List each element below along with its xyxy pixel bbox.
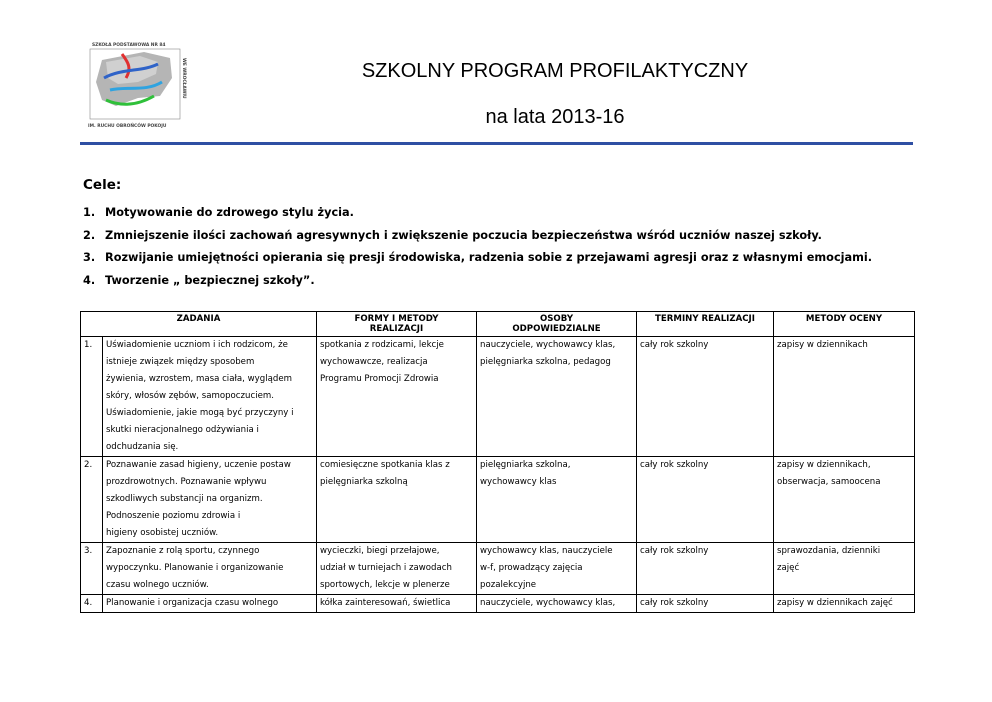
goal-item <box>83 250 872 273</box>
cell-zadania <box>103 543 317 595</box>
cell-zadania <box>103 457 317 543</box>
cell-line: zapisy w dziennikach zajęć <box>777 598 893 608</box>
cell-line: Uświadomienie, jakie mogą być przyczyny i <box>106 408 294 418</box>
row-number: 2. <box>81 457 103 543</box>
header-metody: METODY OCENY <box>774 312 915 337</box>
school-logo-graphic <box>82 38 190 130</box>
header-zadania: ZADANIA <box>81 312 317 337</box>
cell-formy <box>317 595 477 613</box>
header-formy <box>317 312 477 337</box>
cell-zadania <box>103 337 317 457</box>
school-logo <box>82 38 190 130</box>
table-row <box>81 457 915 543</box>
row-number: 1. <box>81 337 103 457</box>
cell-line: wycieczki, biegi przełajowe, <box>320 546 440 556</box>
goal-text: Tworzenie „ bezpiecznej szkoły”. <box>105 273 315 287</box>
table-body <box>81 337 915 613</box>
cell-line: pozalekcyjne <box>480 580 537 590</box>
cell-line: pielęgniarka szkolną <box>320 477 408 487</box>
cell-line: sportowych, lekcje w plenerze <box>320 580 450 590</box>
row-number: 3. <box>81 543 103 595</box>
cell-line: Podnoszenie poziomu zdrowia i <box>106 511 241 521</box>
cell-metody <box>774 595 915 613</box>
goals-list <box>83 205 872 295</box>
cell-metody <box>774 543 915 595</box>
cell-line: Poznawanie zasad higieny, uczenie postaw <box>106 460 291 470</box>
goal-item <box>83 273 872 296</box>
cell-line: nauczyciele, wychowawcy klas, <box>480 340 616 350</box>
cell-line: wychowawcy klas <box>480 477 557 487</box>
table-row <box>81 595 915 613</box>
cell-line: comiesięczne spotkania klas z <box>320 460 450 470</box>
cell-line: zapisy w dziennikach, <box>777 460 871 470</box>
cell-line: udział w turniejach i zawodach <box>320 563 452 573</box>
cell-line: Planowanie i organizacja czasu wolnego <box>106 598 279 608</box>
cell-formy <box>317 543 477 595</box>
cell-zadania <box>103 595 317 613</box>
cell-line: cały rok szkolny <box>640 460 709 470</box>
logo-bottom-text: IM. RUCHU OBROŃCÓW POKOJU <box>88 124 167 129</box>
goal-number: 4. <box>83 273 96 287</box>
cell-line: odchudzania się. <box>106 442 179 452</box>
cell-line: Zapoznanie z rolą sportu, czynnego <box>106 546 260 556</box>
header-terminy: TERMINY REALIZACJI <box>637 312 774 337</box>
cell-line: zapisy w dziennikach <box>777 340 868 350</box>
cell-line: pielęgniarka szkolna, pedagog <box>480 357 611 367</box>
cell-formy <box>317 337 477 457</box>
logo-top-text: SZKOŁA PODSTAWOWA NR 84 <box>92 43 166 48</box>
program-table <box>80 311 915 613</box>
document-title: SZKOLNY PROGRAM PROFILAKTYCZNY <box>361 60 749 82</box>
cell-line: pielęgniarka szkolna, <box>480 460 571 470</box>
goal-number: 2. <box>83 228 96 242</box>
cell-line: obserwacja, samoocena <box>777 477 881 487</box>
header-osoby-line: OSOBY <box>539 314 574 324</box>
cell-osoby <box>477 543 637 595</box>
cell-line: spotkania z rodzicami, lekcje <box>320 340 444 350</box>
cell-line: nauczyciele, wychowawcy klas, <box>480 598 616 608</box>
cell-metody <box>774 337 915 457</box>
cell-line: cały rok szkolny <box>640 340 709 350</box>
cell-metody <box>774 457 915 543</box>
cell-terminy <box>637 337 774 457</box>
cell-line: higieny osobistej uczniów. <box>106 528 219 538</box>
cell-line: zajęć <box>777 563 800 573</box>
goals-heading: Cele: <box>83 177 122 193</box>
cell-formy <box>317 457 477 543</box>
cell-terminy <box>637 457 774 543</box>
header-osoby-line: ODPOWIEDZIALNE <box>512 324 601 334</box>
cell-line: wychowawcze, realizacja <box>320 357 428 367</box>
header-formy-line: FORMY I METODY <box>354 314 439 324</box>
goal-text: Motywowanie do zdrowego stylu życia. <box>105 206 354 219</box>
cell-line: szkodliwych substancji na organizm. <box>106 494 263 504</box>
table-row <box>81 543 915 595</box>
goal-item <box>83 205 872 228</box>
cell-osoby <box>477 457 637 543</box>
cell-line: istnieje związek między sposobem <box>106 357 255 367</box>
cell-terminy <box>637 595 774 613</box>
header-osoby <box>477 312 637 337</box>
cell-line: żywienia, wzrostem, masa ciała, wyglądem <box>106 374 292 384</box>
cell-osoby <box>477 337 637 457</box>
goal-number: 1. <box>83 206 96 219</box>
row-number: 4. <box>81 595 103 613</box>
cell-line: cały rok szkolny <box>640 546 709 556</box>
cell-line: wychowawcy klas, nauczyciele <box>480 546 613 556</box>
cell-line: kółka zainteresowań, świetlica <box>320 598 451 608</box>
goal-text: Zmniejszenie ilości zachowań agresywnych i zwiększenie poczucia bezpieczeństwa wśród uczniów naszej szkoły. <box>105 228 822 242</box>
cell-osoby <box>477 595 637 613</box>
goal-item <box>83 228 872 251</box>
cell-line: wypoczynku. Planowanie i organizowanie <box>106 563 284 573</box>
cell-line: czasu wolnego uczniów. <box>106 580 209 590</box>
header-formy-line: REALIZACJI <box>369 324 424 334</box>
cell-line: cały rok szkolny <box>640 598 709 608</box>
cell-line: prozdrowotnych. Poznawanie wpływu <box>106 477 267 487</box>
cell-terminy <box>637 543 774 595</box>
cell-line: skutki nieracjonalnego odżywiania i <box>106 425 259 435</box>
header-divider <box>80 142 913 145</box>
cell-line: skóry, włosów zębów, samopoczuciem. <box>106 391 274 401</box>
goal-text: Rozwijanie umiejętności opierania się presji środowiska, radzenia sobie z przejawami agresji oraz z własnymi emocjami. <box>105 251 873 264</box>
table-header-row <box>81 312 915 337</box>
goal-number: 3. <box>83 251 96 264</box>
cell-line: Uświadomienie uczniom i ich rodzicom, że <box>106 340 288 350</box>
cell-line: Programu Promocji Zdrowia <box>320 374 439 384</box>
document-subtitle: na lata 2013-16 <box>485 106 625 128</box>
logo-side-text: WE WROCŁAWIU <box>181 58 186 99</box>
cell-line: w-f, prowadzący zajęcia <box>480 563 583 573</box>
table-row <box>81 337 915 457</box>
cell-line: sprawozdania, dzienniki <box>777 546 881 556</box>
